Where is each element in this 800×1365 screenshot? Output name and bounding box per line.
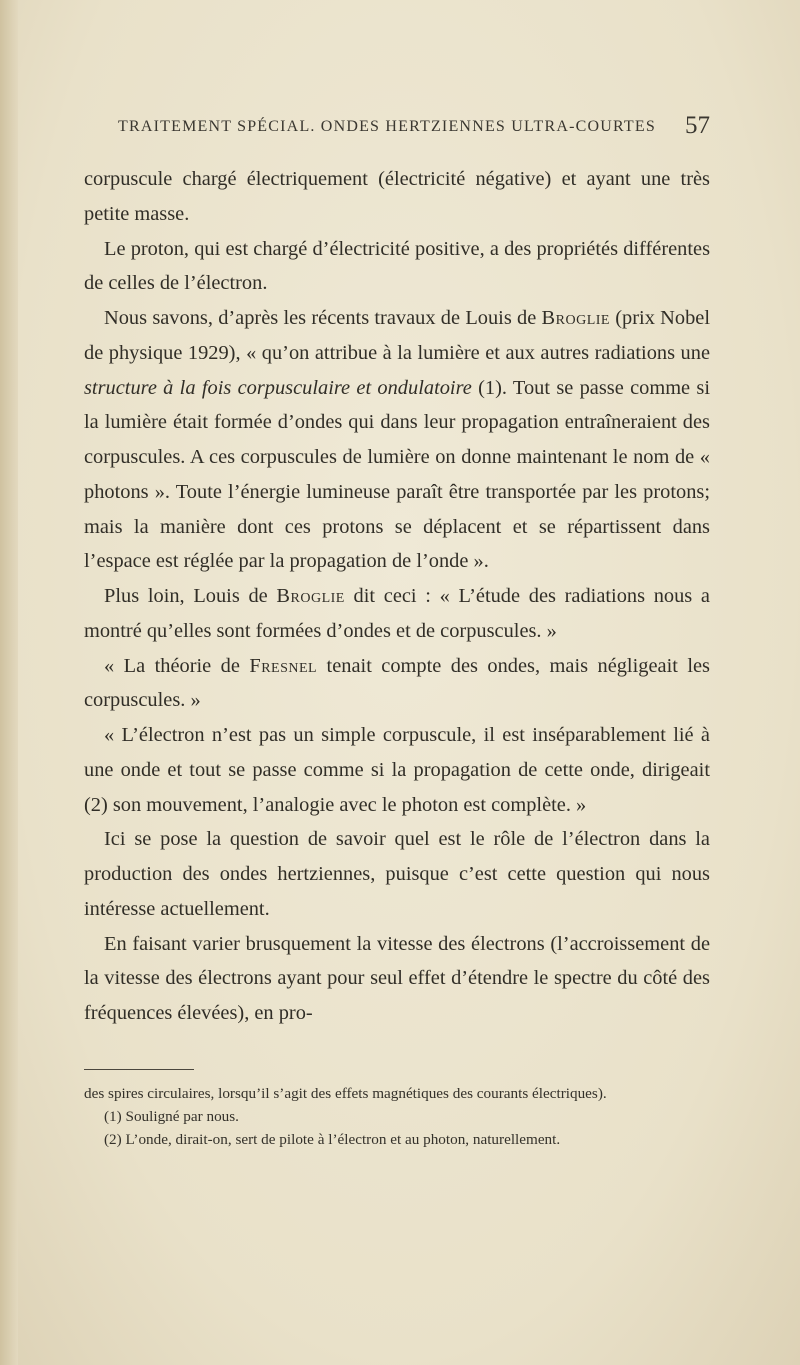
paragraph-8: En faisant varier brusquement la vitesse des électrons (l’accroissement de la vitesse des électrons ayant pour seul effet d’étendre le spectre du côté des fréquences élevées), en pro-: [84, 932, 710, 1024]
footnote-2: (2) L’onde, dirait-on, sert de pilote à l’électron et au photon, naturellement.: [104, 1131, 561, 1148]
paragraph-4: [84, 579, 710, 649]
paragraph-5-text-a: « La théorie de: [104, 654, 250, 677]
author-name-broglie: Broglie: [276, 585, 345, 607]
paragraph-3-text-b: (prix Nobel de physique 1929), « qu’on attribue à la lumière et aux autres radiations une: [84, 307, 710, 364]
paragraph-2: Le proton, qui est chargé d’électricité positive, a des propriétés différentes de celles de l’électron.: [84, 237, 710, 295]
paragraph-5: [84, 649, 710, 719]
author-name-broglie: Broglie: [541, 307, 610, 329]
emphasized-phrase: structure à la fois corpusculaire et ondulatoire: [84, 376, 472, 399]
author-name-fresnel: Fresnel: [249, 654, 318, 677]
paragraph-3-text-a: Nous savons, d’après les récents travaux de Louis de: [104, 307, 542, 329]
paragraph-3-text-c: (1). Tout se passe comme si la lumière était formée d’ondes qui dans leur propagation entraîneraient des corpuscules. A ces corpuscules de lumière on donne maintenant le nom de « photons ». Toute l’énergie lumineuse paraît être transportée par les protons; mais la manière dont ces protons se déplacent et se répartissent dans l’espace est réglée par la propagation de l’onde ».: [84, 376, 711, 573]
footnote-continuation: des spires circulaires, lorsqu’il s’agit des effets magnétiques des courants électriques).: [84, 1085, 607, 1102]
paragraph-4-text-a: Plus loin, Louis de: [104, 585, 277, 607]
page-number: 57: [685, 112, 710, 139]
body-text: [84, 162, 710, 1031]
paragraph-1: corpuscule chargé électriquement (électricité négative) et ayant une très petite masse.: [84, 168, 710, 225]
page-gutter-shadow: [0, 0, 18, 1365]
footnotes: [84, 1082, 710, 1151]
running-header: [118, 114, 710, 144]
paragraph-5-text-b: tenait compte des ondes, mais négligeait les corpuscules. »: [84, 654, 710, 712]
paragraph-4-text-b: dit ceci : « L’étude des radiations nous a montré qu’elles sont formées d’ondes et de corpuscules. »: [84, 585, 710, 642]
paragraph-3: [84, 301, 710, 579]
footnote-1: (1) Souligné par nous.: [104, 1108, 239, 1125]
paragraph-7: Ici se pose la question de savoir quel est le rôle de l’électron dans la production des ondes hertziennes, puisque c’est cette question qui nous intéresse actuellement.: [84, 828, 710, 920]
paragraph-6: « L’électron n’est pas un simple corpuscule, il est inséparablement lié à une onde et tout se passe comme si la propagation de cette onde, dirigeait (2) son mouvement, l’analogie avec le photon est complète. »: [84, 724, 710, 816]
footnote-separator: [84, 1069, 194, 1070]
running-title: TRAITEMENT SPÉCIAL. ONDES HERTZIENNES ULTRA-COURTES: [118, 118, 656, 135]
